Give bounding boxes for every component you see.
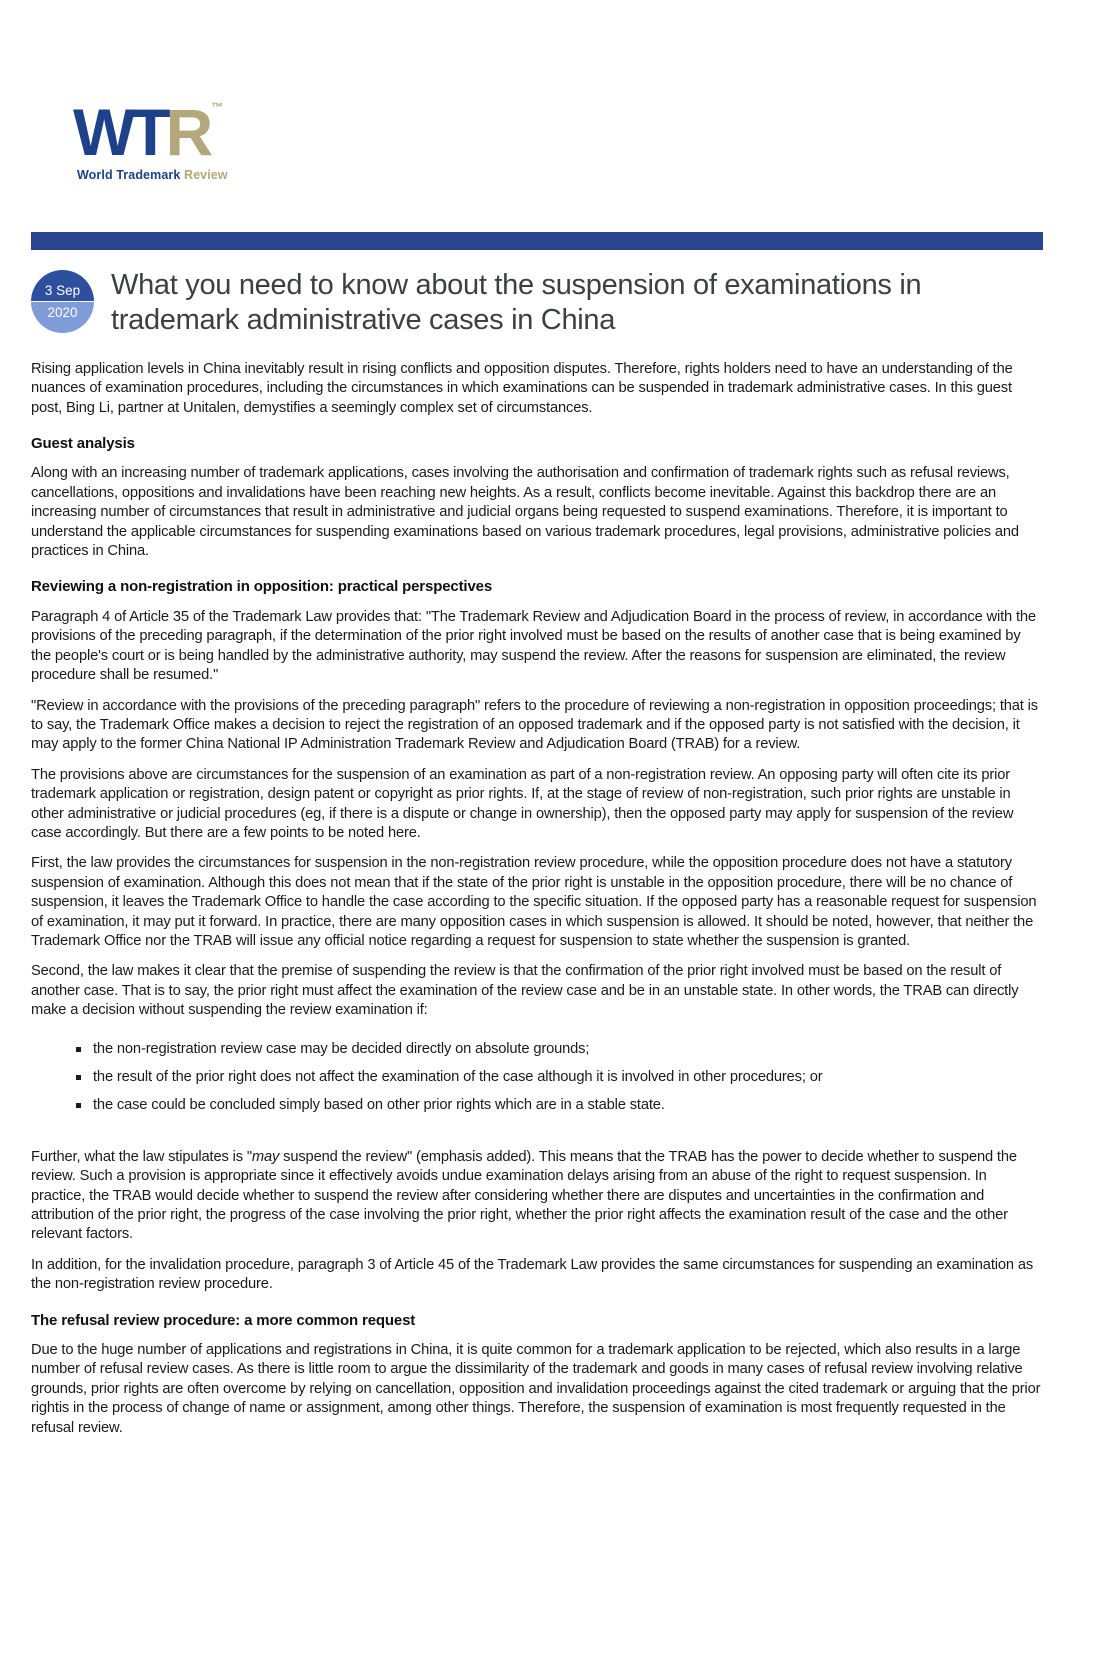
section-heading: The refusal review procedure: a more common request <box>31 1311 416 1329</box>
paragraph-text: First, the law provides the circumstances for suspension in the non-registration review procedure, while the opposition procedure does not have a statutory suspension of examination. Although this does not mean that if the state of the prior right is unstable in the opposition procedure, there will be no chance of suspension, it leaves the Trademark Office to handle the case according to the specific situation. If the opposed party has a reasonable request for suspension of examination, it may put it forward. In practice, there are many opposition cases in which suspension is allowed. It should be noted, however, that neither the Trademark Office nor the TRAB will issue any official notice regarding a request for suspension to state whether the suspension is granted. <box>31 855 1037 949</box>
bullet-list <box>31 1040 1043 1116</box>
logo-letters-wt: WT <box>73 95 166 169</box>
paragraph <box>31 608 1043 686</box>
section-heading: Reviewing a non-registration in opposition: practical perspectives <box>31 578 493 596</box>
paragraph <box>31 1256 1043 1295</box>
emphasized-text: may <box>251 1148 280 1165</box>
paragraph <box>31 697 1043 755</box>
paragraph-text: Due to the huge number of applications and registrations in China, it is quite common for a trademark application to be rejected, which also results in a large number of refusal review cases. As there is little room to argue the dissimilarity of the trademark and goods in many cases of refusal review involving relative grounds, prior rights are often overcome by relying on cancellation, opposition and invalidation proceedings against the cited trademark or arguing that the prior rightis in the process of change of name or assignment, among other things. Therefore, the suspension of examination is most frequently requested in the refusal review. <box>31 1342 1041 1436</box>
paragraph <box>31 962 1043 1020</box>
paragraph-text: suspend the review" (emphasis added). This means that the TRAB has the power to decide whether to suspend the review. Such a provision is appropriate since it effectively avoids undue examination delays arising from an abuse of the right to request suspension. In practice, the TRAB would decide whether to suspend the review after considering whether there are disputes and uncertainties in the confirmation and attribution of the prior right, the progress of the case involving the prior right, whether the prior right affects the examination result of the case and the other relevant factors. <box>31 1148 1017 1243</box>
article-page <box>0 95 1100 1655</box>
title-divider-bar <box>31 232 1043 250</box>
paragraph-text: Rising application levels in China inevitably result in rising conflicts and opposition disputes. Therefore, rights holders need to have an understanding of the nuances of examination procedures, including the circumstances in which examinations can be suspended in trademark administrative cases. In this guest post, Bing Li, partner at Unitalen, demystifies a seemingly complex set of circumstances. <box>31 360 1013 416</box>
logo-letter-r: R <box>165 95 209 169</box>
paragraph-text: The provisions above are circumstances for the suspension of an examination as part of a non-registration review. An opposing party will often cite its prior trademark application or registration, design patent or copyright as prior rights. If, at the stage of review of non-registration, such prior rights are unstable in other administrative or judicial procedures (eg, if there is a dispute or change in ownership), then the opposed party may apply for suspension of the review case accordingly. But there are a few points to be noted here. <box>31 766 1014 841</box>
logo-tagline <box>77 168 243 182</box>
date-badge-year: 2020 <box>31 301 94 333</box>
logo-tagline-primary: World Trademark <box>77 167 181 182</box>
paragraph <box>31 464 1043 561</box>
paragraph-text: Paragraph 4 of Article 35 of the Trademark Law provides that: "The Trademark Review and Adjudication Board in the process of review, in accordance with the provisions of the preceding paragraph, if the determination of the prior right involved must be based on the results of another case that is being examined by the people's court or is being handled by the administrative authority, may suspend the review. After the reasons for suspension are eliminated, the review procedure shall be resumed." <box>31 608 1036 684</box>
paragraph-text: Second, the law makes it clear that the premise of suspending the review is that the confirmation of the prior right involved must be based on the result of another case. That is to say, the prior right must affect the examination of the review case and be in an unstable state. In other words, the TRAB can directly make a decision without suspending the review examination if: <box>31 963 1019 1019</box>
paragraph <box>31 1148 1043 1245</box>
paragraph-text: "Review in accordance with the provisions of the preceding paragraph" refers to the procedure of reviewing a non-registration in opposition proceedings; that is to say, the Trademark Office makes a decision to reject the registration of an opposed trademark and if the opposed party is not satisfied with the decision, it may apply to the former China National IP Administration Trademark Review and Adjudication Board (TRAB) for a review. <box>31 697 1038 753</box>
paragraph <box>31 1341 1043 1438</box>
list-item: the non-registration review case may be decided directly on absolute grounds; <box>31 1040 1043 1059</box>
wtr-logo <box>73 95 243 182</box>
date-badge-day-month: 3 Sep <box>31 270 94 302</box>
paragraph <box>31 360 1043 418</box>
trademark-symbol: ™ <box>211 100 224 114</box>
paragraph-text: In addition, for the invalidation procedure, paragraph 3 of Article 45 of the Trademark Law provides the same circumstances for suspending an examination as the non-registration review procedure. <box>31 1256 1034 1293</box>
logo-tagline-secondary: Review <box>183 167 228 182</box>
article-title: What you need to know about the suspension of examinations in trademark administrative cases in China <box>111 268 922 336</box>
paragraph <box>31 766 1043 844</box>
paragraph-text: Further, what the law stipulates is " <box>31 1148 252 1165</box>
date-badge <box>31 270 94 333</box>
paragraph-text: Along with an increasing number of trademark applications, cases involving the authorisation and confirmation of trademark rights such as refusal reviews, cancellations, oppositions and invalidations have been reaching new heights. As a result, conflicts become inevitable. Against this backdrop there are an increasing number of circumstances that result in administrative and judicial organs being requested to suspend examinations. Therefore, it is important to understand the applicable circumstances for suspending examinations based on various trademark procedures, legal provisions, administrative policies and practices in China. <box>31 465 1019 560</box>
wtr-logo-mark <box>73 95 243 169</box>
section-heading: Guest analysis <box>31 435 135 453</box>
paragraph <box>31 854 1043 951</box>
list-item: the result of the prior right does not affect the examination of the case although it is involved in other procedures; or <box>31 1068 1043 1087</box>
article-body <box>31 360 1043 1438</box>
list-item: the case could be concluded simply based on other prior rights which are in a stable state. <box>31 1096 1043 1115</box>
title-row <box>31 268 1043 338</box>
